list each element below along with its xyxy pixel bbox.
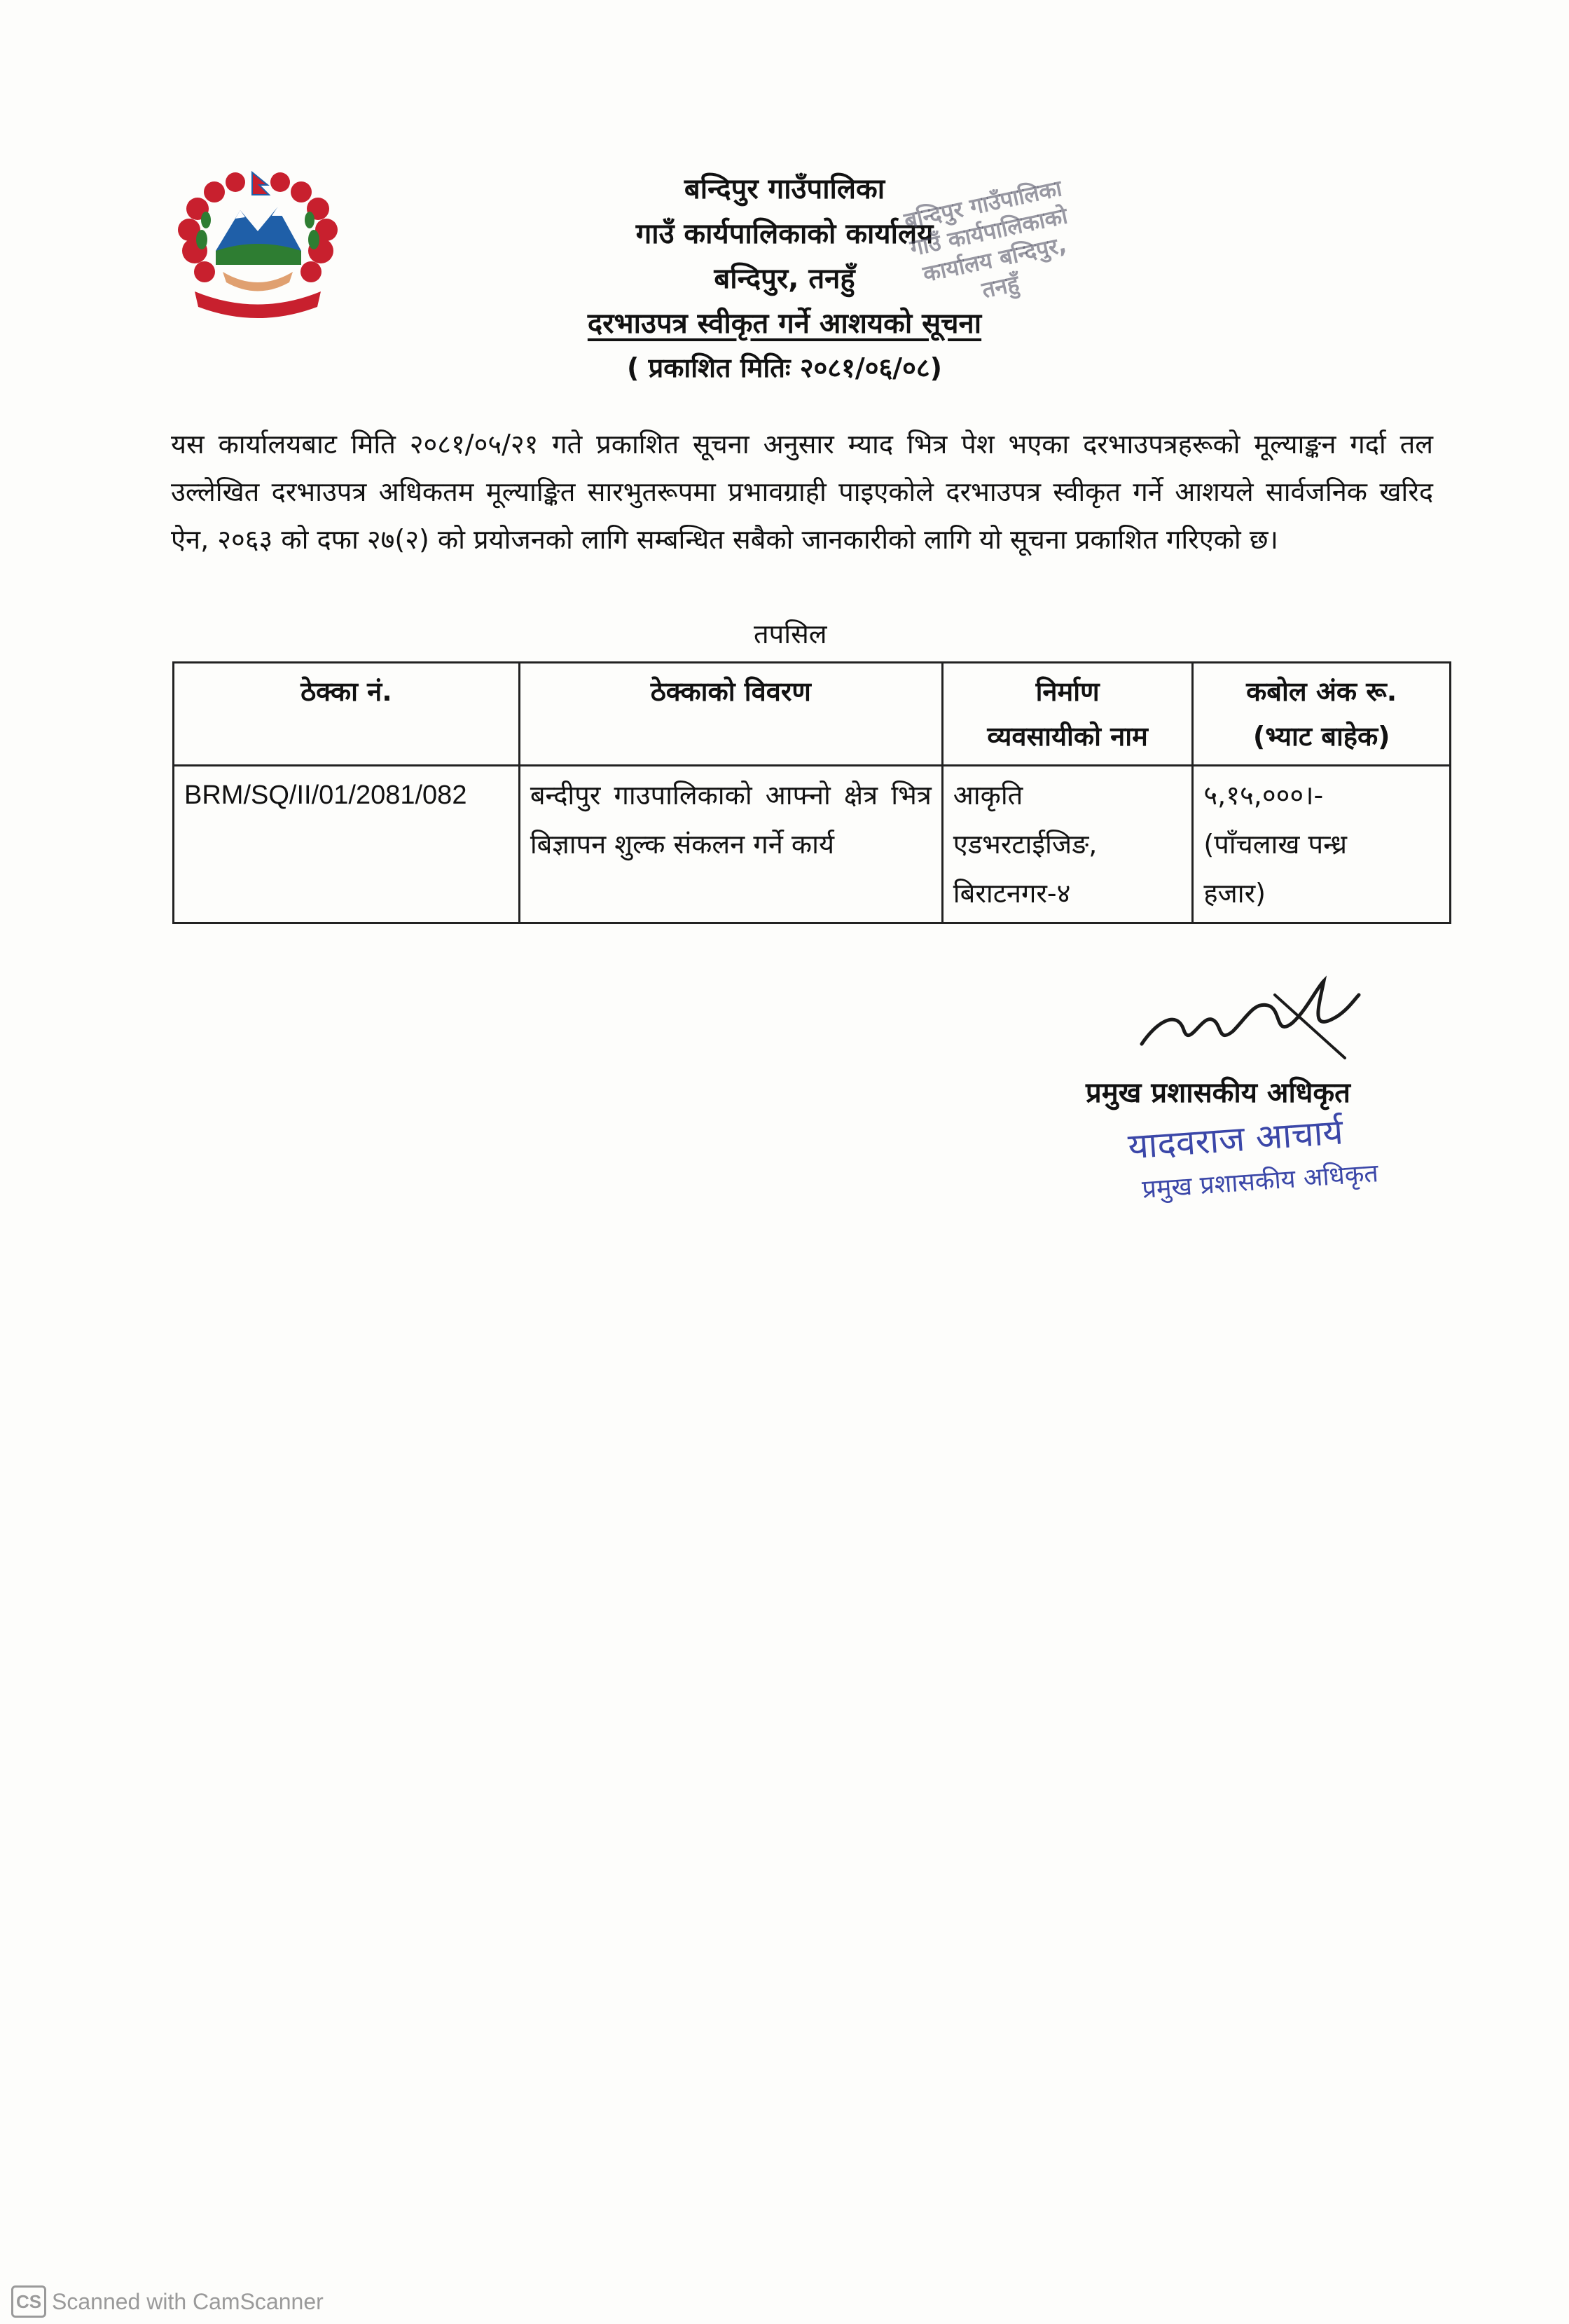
col-builder: निर्माण व्यवसायीको नाम [942,663,1193,766]
published-date: ( प्रकाशित मितिः २०८१/०६/०८) [627,352,942,383]
table-header-row [174,663,1451,766]
office-address: बन्दिपुर, तनहुँ [714,263,855,295]
builder-cell: आकृति एडभरटाईजिङ, बिराटनगर-४ [942,766,1193,923]
notice-body: यस कार्यालयबाट मिति २०८१/०५/२१ गते प्रकाशित सूचना अनुसार म्याद भित्र पेश भएका दरभाउपत्रहरूको मूल्याङ्कन गर्दा तल उल्लेखित दरभाउपत्र अधिकतम मूल्याङ्कित सारभुतरूपमा प्रभावग्राही पाइएकोले दरभाउपत्र स्वीकृत गर्ने आशयले सार्वजनिक खरिद ऐन, २०६३ को दफा २७(२) को प्रयोजनको लागि सम्बन्धित सबैको जानकारीको लागि यो सूचना प्रकाशित गरिएको छ। [171,429,1433,555]
officer-title-stamp: प्रमुख प्रशासकीय अधिकृत [1141,1159,1380,1204]
camscanner-watermark [11,2285,324,2318]
col-contract-no: ठेक्का नं. [174,663,520,766]
contract-no-cell: BRM/SQ/II/01/2081/082 [174,766,520,923]
officer-name-stamp: यादवराज आचार्य [1126,1111,1345,1167]
org-name: बन्दिपुर गाउँपालिका [684,173,885,205]
schedule-label: तपसिल [754,619,827,649]
notice-subject: दरभाउपत्र स्वीकृत गर्ने आशयको सूचना [587,308,982,340]
handwritten-signature [1135,967,1366,1072]
table-row [174,766,1451,923]
letterhead [434,167,1135,390]
nepal-emblem-icon [174,167,342,321]
col-description: ठेक्काको विवरण [519,663,942,766]
office-seal: बन्दिपुर गाउँपालिका गाउँ कार्यपालिकाको कार्यालय बन्दिपुर, तनहुँ [901,174,1070,304]
tender-table [172,661,1451,924]
officer-title: प्रमुख प्रशासकीय अधिकृत [1086,1077,1350,1109]
col-amount: कबोल अंक रू. (भ्याट बाहेक) [1193,663,1451,766]
watermark-text: Scanned with CamScanner [52,2288,324,2314]
camscanner-logo-icon: CS [11,2285,46,2318]
description-cell: बन्दीपुर गाउपालिकाको आफ्नो क्षेत्र भित्र बिज्ञापन शुल्क संकलन गर्ने कार्य [519,766,942,923]
amount-cell: ५,१५,०००।- (पाँचलाख पन्ध्र हजार) [1193,766,1451,923]
office-name: गाउँ कार्यपालिकाको कार्यालय [635,218,934,250]
